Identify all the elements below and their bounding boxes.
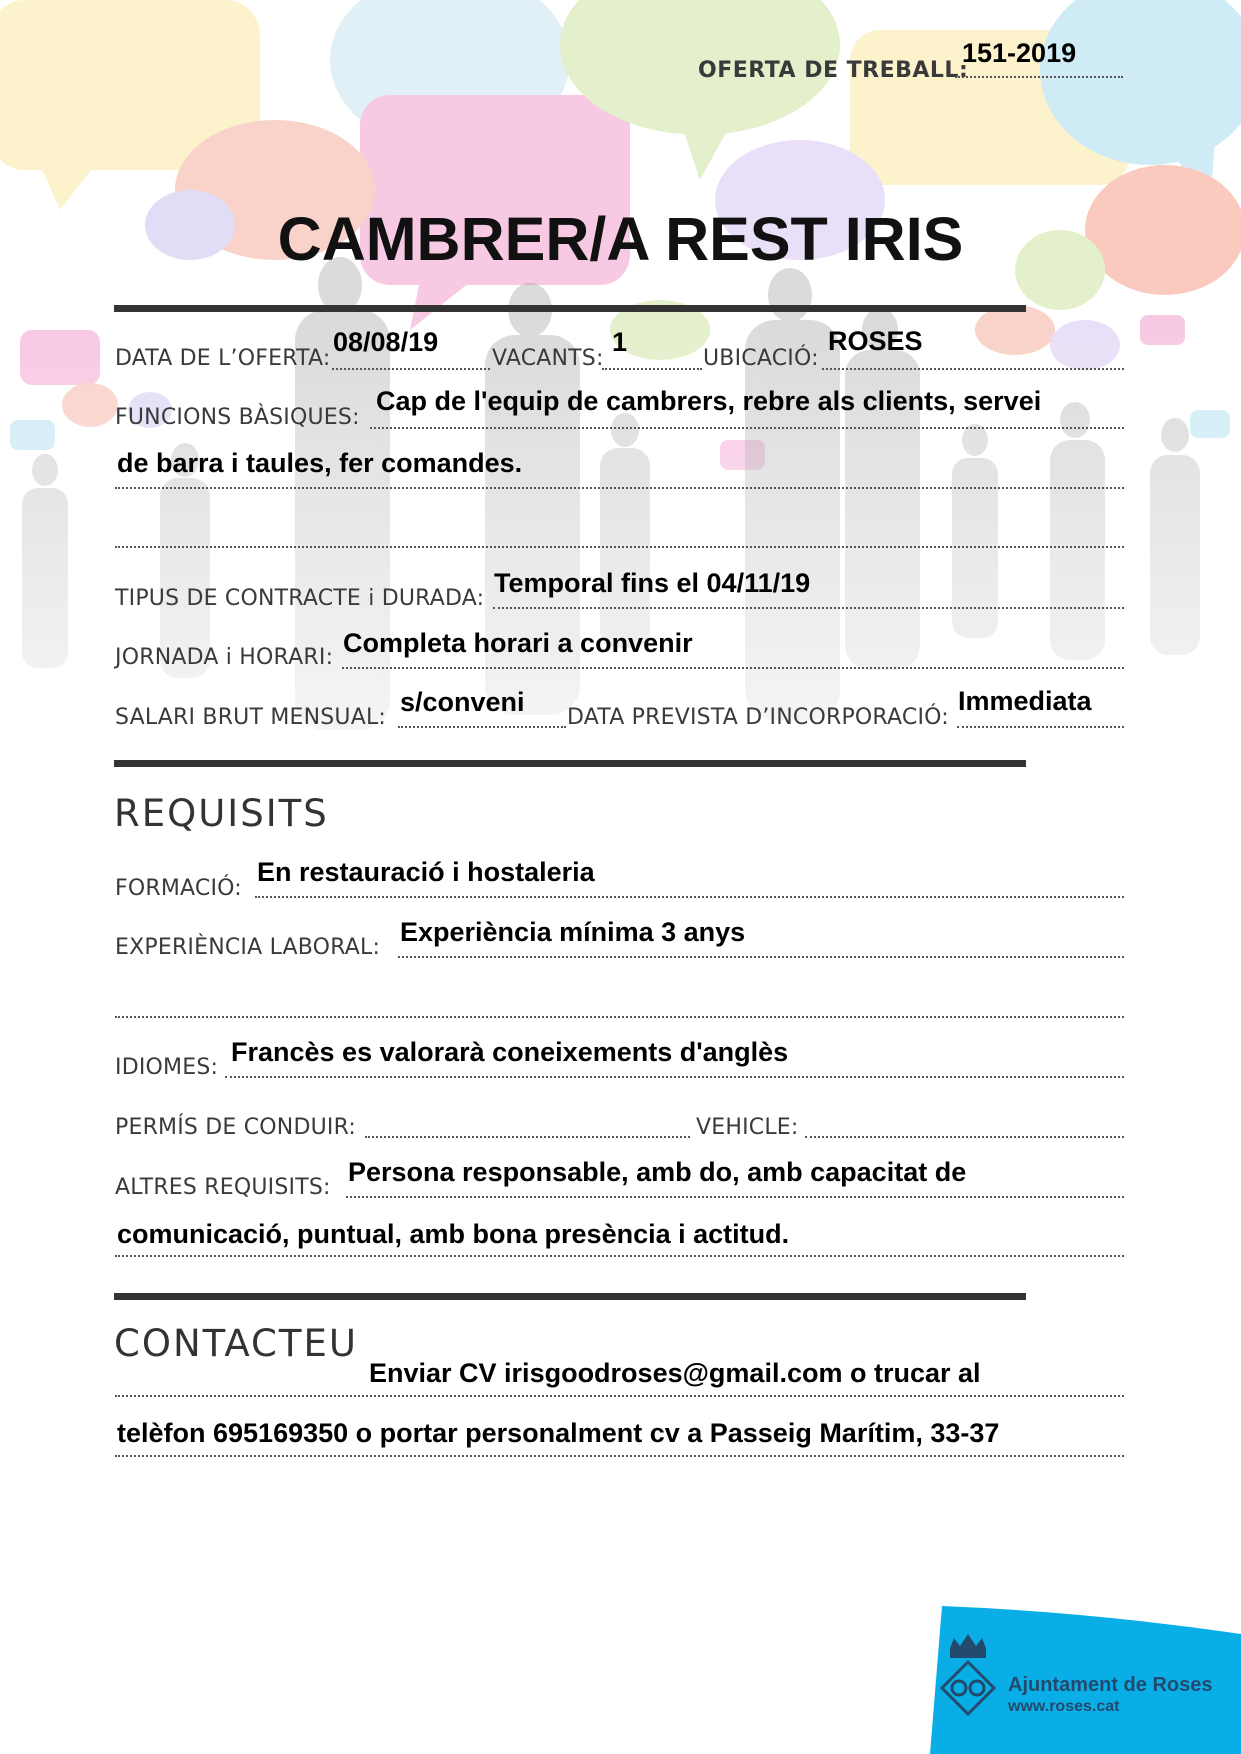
contact-line-1: [115, 1395, 1124, 1397]
experience-label: EXPERIÈNCIA LABORAL:: [115, 935, 381, 960]
divider-top: [114, 305, 1026, 312]
location-value: ROSES: [828, 326, 923, 356]
functions-value-1: Cap de l'equip de cambrers, rebre als clients, servei: [376, 386, 1042, 416]
offer-number-label: OFERTA DE TREBALL:: [698, 58, 969, 83]
start-line: [957, 726, 1124, 728]
training-label: FORMACIÓ:: [115, 876, 242, 901]
vacancies-label: VACANTS:: [492, 346, 604, 371]
other-requirements-label: ALTRES REQUISITS:: [115, 1175, 331, 1200]
vacancies-value: 1: [612, 327, 628, 357]
training-line: [255, 896, 1124, 898]
license-label: PERMÍS DE CONDUIR:: [115, 1115, 357, 1140]
contact-value-2: telèfon 695169350 o portar personalment cv a Passeig Marítim, 33-37: [117, 1418, 1000, 1448]
location-line: [822, 368, 1124, 370]
functions-line-2: [115, 487, 1124, 489]
schedule-line: [342, 667, 1124, 669]
license-line: [365, 1136, 690, 1138]
other-requirements-line-1: [346, 1196, 1124, 1198]
languages-value: Francès es valorarà coneixements d'anglès: [231, 1037, 789, 1067]
other-requirements-value-2: comunicació, puntual, amb bona presència i actitud.: [117, 1219, 790, 1249]
functions-value-2: de barra i taules, fer comandes.: [117, 448, 523, 478]
experience-line-2: [115, 1016, 1124, 1018]
vehicle-line: [805, 1136, 1124, 1138]
functions-line-3: [115, 546, 1124, 548]
contract-label: TIPUS DE CONTRACTE i DURADA:: [115, 586, 485, 611]
salary-label: SALARI BRUT MENSUAL:: [115, 705, 387, 730]
vacancies-line: [602, 368, 702, 370]
offer-date-label: DATA DE L’OFERTA:: [115, 346, 331, 371]
schedule-value: Completa horari a convenir: [343, 628, 693, 658]
org-website: www.roses.cat: [1008, 1698, 1120, 1715]
contract-value: Temporal fins el 04/11/19: [494, 568, 811, 598]
languages-line: [225, 1076, 1124, 1078]
contact-value-1: Enviar CV irisgoodroses@gmail.com o trucar al: [369, 1358, 981, 1388]
location-label: UBICACIÓ:: [703, 346, 819, 371]
job-title: CAMBRER/A REST IRIS: [277, 205, 964, 273]
vehicle-label: VEHICLE:: [696, 1115, 799, 1140]
offer-number-line: [955, 76, 1123, 78]
other-requirements-line-2: [115, 1255, 1124, 1257]
other-requirements-value-1: Persona responsable, amb do, amb capacitat de: [348, 1157, 967, 1187]
divider-bottom: [114, 1293, 1026, 1300]
experience-line-1: [398, 956, 1124, 958]
training-value: En restauració i hostaleria: [257, 857, 595, 887]
offer-date-line: [332, 368, 490, 370]
salary-value: s/conveni: [400, 687, 525, 717]
org-name: Ajuntament de Roses: [1008, 1674, 1213, 1696]
start-label: DATA PREVISTA D’INCORPORACIÓ:: [567, 705, 949, 730]
functions-line-1: [370, 427, 1124, 429]
functions-label: FUNCIONS BÀSIQUES:: [115, 405, 360, 430]
offer-date-value: 08/08/19: [333, 327, 439, 357]
requirements-heading: REQUISITS: [114, 792, 329, 835]
schedule-label: JORNADA i HORARI:: [115, 645, 334, 670]
offer-number-value: 151-2019: [962, 38, 1077, 68]
divider-middle: [114, 760, 1026, 767]
start-value: Immediata: [958, 686, 1092, 716]
languages-label: IDIOMES:: [115, 1055, 219, 1080]
contact-heading: CONTACTEU: [114, 1322, 358, 1365]
contact-line-2: [115, 1455, 1124, 1457]
contract-line: [493, 607, 1124, 609]
experience-value: Experiència mínima 3 anys: [400, 917, 746, 947]
salary-line: [398, 726, 566, 728]
